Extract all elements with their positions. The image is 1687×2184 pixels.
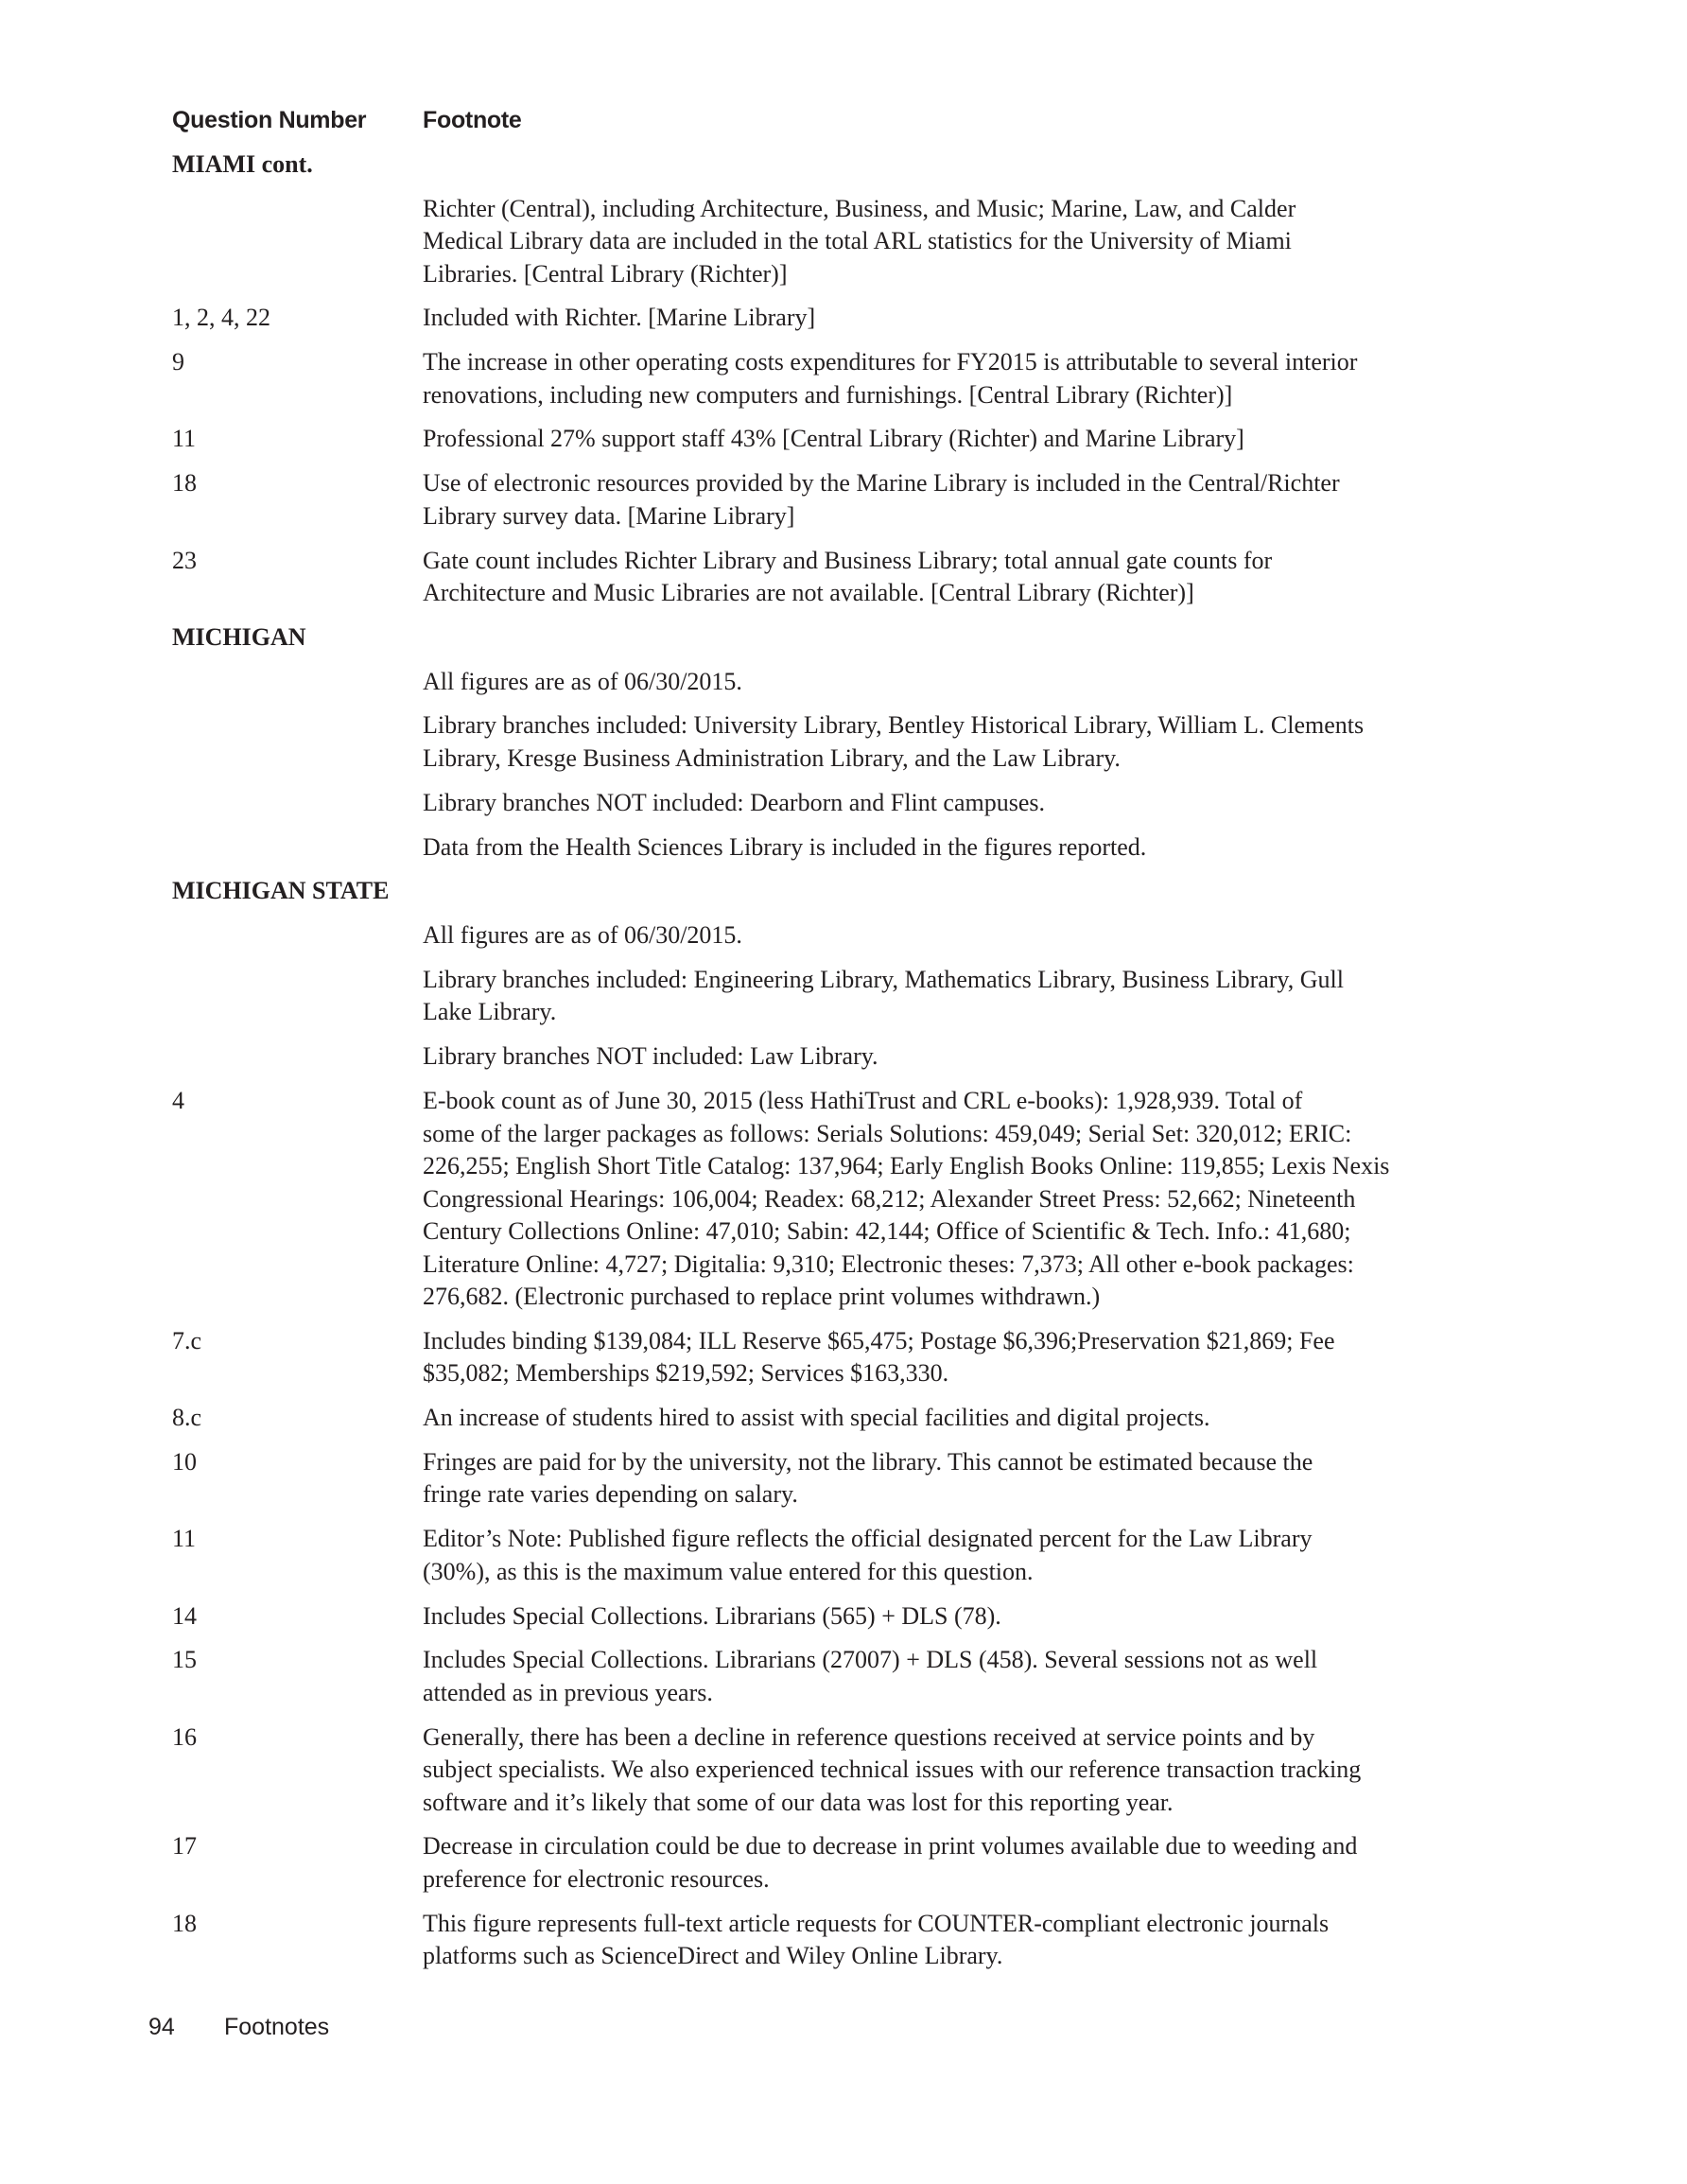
footnote-row [172,1446,1553,1511]
footnote-row [172,467,1553,533]
footnote-table [172,104,1553,1984]
footnote-row [172,1600,1553,1634]
footnote-line: platforms such as ScienceDirect and Wiley Online Library. [423,1942,1003,1970]
question-number: 4 [172,1087,184,1115]
footnote-text [423,666,1553,699]
footnote-row [172,1040,1553,1074]
footnote-line: E-book count as of June 30, 2015 (less HathiTrust and CRL e-books): 1,928,939. Total of [423,1087,1303,1115]
question-number: 18 [172,469,197,498]
footnote-line: Gate count includes Richter Library and Business Library; total annual gate counts for [423,546,1273,574]
footnote-line: Library branches included: Engineering Library, Mathematics Library, Business Library, Gull [423,965,1344,993]
footnote-line: Decrease in circulation could be due to decrease in print volumes available due to weeding and [423,1832,1358,1861]
footnote-row [172,964,1553,1029]
question-number: 7.c [172,1326,202,1354]
footnote-text [423,1644,1553,1709]
footnote-line: subject specialists. We also experienced technical issues with our reference transaction tracking [423,1756,1362,1784]
footnote-row [172,1830,1553,1896]
footnote-row [172,1085,1553,1314]
footnote-line: An increase of students hired to assist with special facilities and digital projects. [423,1404,1210,1432]
footnote-line: Library branches NOT included: Law Library. [423,1042,878,1071]
footer-section-label: Footnotes [224,2014,330,2040]
question-number: 9 [172,348,184,376]
footnote-line: Generally, there has been a decline in reference questions received at service points and by [423,1722,1315,1751]
footnote-line: Library, Kresge Business Administration Library, and the Law Library. [423,743,1121,772]
footnote-text [423,1402,1553,1435]
footnote-row [172,423,1553,456]
footnote-text [423,1325,1553,1390]
footnote-line: Fringes are paid for by the university, not the library. This cannot be estimated because the [423,1447,1313,1476]
footnote-line: Data from the Health Sciences Library is included in the figures reported. [423,832,1147,861]
footnote-line: $35,082; Memberships $219,592; Services $163,330. [423,1359,949,1388]
question-number: 11 [172,1525,197,1553]
footnote-text [423,787,1553,820]
section-heading-row [172,621,1553,655]
footnote-line: The increase in other operating costs expenditures for FY2015 is attributable to several interior [423,348,1358,376]
footnote-line: Lake Library. [423,998,557,1026]
footnote-text [423,964,1553,1029]
footnote-line: Literature Online: 4,727; Digitalia: 9,310; Electronic theses: 7,373; All other e-book packages: [423,1249,1354,1278]
footnote-text [423,919,1553,952]
footnote-text [423,1830,1553,1896]
footnote-line: preference for electronic resources. [423,1864,770,1893]
question-number: 18 [172,1909,197,1937]
section-heading-row [172,875,1553,908]
footnote-line: Library survey data. [Marine Library] [423,501,795,530]
footnote-row [172,346,1553,411]
footnote-line: This figure represents full-text article requests for COUNTER-compliant electronic journals [423,1909,1330,1937]
footnote-text [423,1523,1553,1588]
question-number: 15 [172,1646,197,1674]
footnote-line: some of the larger packages as follows: Serials Solutions: 459,049; Serial Set: 320,012; ERIC: [423,1119,1352,1147]
column-header-footnote: Footnote [423,107,522,133]
question-number: 16 [172,1722,197,1751]
footnote-text [423,1040,1553,1074]
page-footer [148,2013,329,2041]
footnote-row [172,1644,1553,1709]
footnote-row [172,1721,1553,1820]
section-title: MICHIGAN STATE [172,877,390,905]
question-number: 17 [172,1832,197,1861]
footnote-line: Editor’s Note: Published figure reflects the official designated percent for the Law Library [423,1525,1313,1553]
question-number: 23 [172,546,197,574]
footnote-row [172,787,1553,820]
footnote-line: Use of electronic resources provided by the Marine Library is included in the Central/Richter [423,469,1340,498]
footnote-line: 226,255; English Short Title Catalog: 137,964; Early English Books Online: 119,855; Lexis Nexis [423,1152,1390,1180]
footnote-row [172,709,1553,775]
page-number: 94 [148,2014,175,2040]
footnote-line: Libraries. [Central Library (Richter)] [423,259,788,288]
footnote-text [423,302,1553,335]
footnote-text [423,545,1553,610]
question-number: 14 [172,1601,197,1630]
footnote-row [172,666,1553,699]
footnote-line: attended as in previous years. [423,1678,713,1706]
question-number: 8.c [172,1404,202,1432]
footnote-row [172,831,1553,865]
question-number: 10 [172,1447,197,1476]
footnote-text [423,1721,1553,1820]
footnote-line: Century Collections Online: 47,010; Sabin: 42,144; Office of Scientific & Tech. Info.: 41,680; [423,1217,1351,1246]
footnote-text [423,1085,1553,1314]
footnote-text [423,467,1553,533]
footnote-row [172,1908,1553,1973]
footnote-line: Congressional Hearings: 106,004; Readex: 68,212; Alexander Street Press: 52,662; Nineteenth [423,1184,1356,1213]
footnote-line: All figures are as of 06/30/2015. [423,921,742,950]
column-header-question-number: Question Number [172,107,367,133]
footnote-text [423,831,1553,865]
footnote-row [172,1402,1553,1435]
table-header [172,104,1553,137]
footnote-line: 276,682. (Electronic purchased to replace print volumes withdrawn.) [423,1283,1101,1311]
footnote-line: Includes binding $139,084; ILL Reserve $65,475; Postage $6,396;Preservation $21,869; Fee [423,1326,1335,1354]
section-title: MICHIGAN [172,622,306,651]
footnote-row [172,545,1553,610]
section-title: MIAMI cont. [172,149,313,178]
footnote-text [423,1600,1553,1634]
footnote-row [172,1523,1553,1588]
footnote-row [172,1325,1553,1390]
footnote-line: Library branches NOT included: Dearborn and Flint campuses. [423,788,1045,816]
section-heading-row [172,149,1553,182]
footnote-text [423,346,1553,411]
footnote-line: All figures are as of 06/30/2015. [423,667,742,695]
footnote-line: Library branches included: University Library, Bentley Historical Library, William L. Clements [423,711,1365,740]
footnote-line: Includes Special Collections. Librarians (27007) + DLS (458). Several sessions not as well [423,1646,1318,1674]
question-number: 11 [172,425,197,453]
footnote-line: Included with Richter. [Marine Library] [423,304,816,332]
footnote-text [423,1446,1553,1511]
footnote-row [172,302,1553,335]
footnote-text [423,1908,1553,1973]
footnote-row [172,193,1553,291]
footnote-line: renovations, including new computers and furnishings. [Central Library (Richter)] [423,380,1233,409]
footnote-row [172,919,1553,952]
footnote-text [423,423,1553,456]
footnote-text [423,709,1553,775]
footnote-line: Medical Library data are included in the total ARL statistics for the University of Miami [423,227,1292,255]
footnote-text [423,193,1553,291]
footnote-line: (30%), as this is the maximum value entered for this question. [423,1557,1034,1585]
footnote-line: fringe rate varies depending on salary. [423,1480,798,1509]
footnote-line: software and it’s likely that some of our data was lost for this reporting year. [423,1788,1174,1816]
footnote-line: Architecture and Music Libraries are not available. [Central Library (Richter)] [423,579,1194,607]
footnote-line: Includes Special Collections. Librarians (565) + DLS (78). [423,1601,1001,1630]
footnote-line: Richter (Central), including Architecture, Business, and Music; Marine, Law, and Calder [423,194,1296,222]
footnote-line: Professional 27% support staff 43% [Central Library (Richter) and Marine Library] [423,425,1244,453]
question-number: 1, 2, 4, 22 [172,304,270,332]
